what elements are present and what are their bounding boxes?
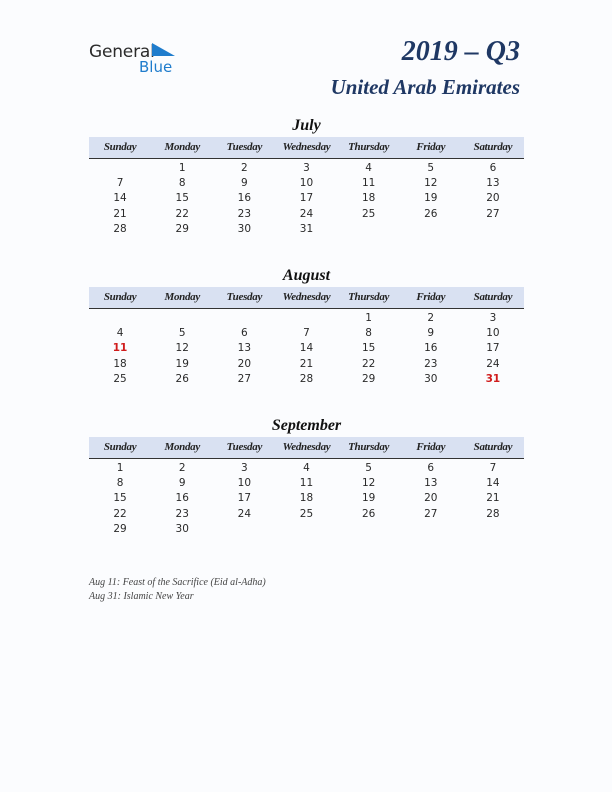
weekday-header	[89, 137, 524, 159]
week-row	[89, 507, 524, 522]
day-cell: 31	[299, 222, 314, 235]
day-cell: 8	[116, 477, 124, 490]
weekday-label: Tuesday	[226, 441, 263, 453]
day-cell: 22	[361, 357, 376, 370]
month-title: August	[282, 267, 331, 284]
day-cell: 20	[424, 492, 438, 505]
day-cell: 15	[361, 342, 376, 355]
day-cell: 16	[175, 492, 189, 505]
day-cell: 30	[237, 222, 252, 235]
week-rows	[89, 311, 524, 387]
day-cell: 1	[365, 312, 372, 324]
day-cell: 18	[113, 357, 127, 370]
weekday-label: Thursday	[348, 141, 390, 153]
day-cell: 29	[113, 522, 127, 535]
day-cell: 13	[237, 342, 252, 355]
day-cell: 24	[237, 507, 252, 520]
week-row	[89, 491, 524, 506]
holiday-note: Aug 31: Islamic New Year	[89, 590, 194, 602]
day-cell: 12	[175, 342, 189, 355]
weekday-label: Saturday	[473, 291, 513, 303]
day-cell: 16	[237, 192, 252, 205]
day-cell: 2	[241, 162, 248, 174]
month-title: July	[292, 117, 321, 134]
holiday-day-cell: 31	[485, 372, 501, 385]
weekday-label: Tuesday	[226, 291, 263, 303]
generalblue-logo	[89, 40, 189, 76]
weekday-label: Wednesday	[282, 141, 331, 153]
day-cell: 6	[489, 162, 497, 174]
day-cell	[213, 522, 275, 537]
day-cell: 28	[113, 222, 127, 235]
week-row	[89, 461, 524, 476]
day-cell: 29	[361, 372, 376, 385]
week-row	[89, 357, 524, 372]
day-cell: 28	[299, 372, 314, 385]
logo-flag-icon	[152, 43, 175, 56]
week-row	[89, 191, 524, 206]
day-cell: 28	[486, 507, 500, 520]
day-cell: 7	[303, 327, 310, 340]
holiday-note: Aug 11: Feast of the Sacrifice (Eid al-Adha)	[89, 577, 266, 588]
logo-text-blue: Blue	[139, 58, 173, 76]
day-cell: 27	[486, 207, 500, 220]
day-cell: 3	[241, 462, 248, 474]
weekday-label: Wednesday	[282, 441, 331, 453]
weekday-label: Wednesday	[282, 291, 331, 303]
week-rows	[89, 461, 524, 537]
day-cell: 9	[178, 477, 186, 490]
day-cell: 4	[303, 462, 310, 474]
weekday-label: Friday	[416, 441, 446, 453]
day-cell: 26	[424, 207, 438, 220]
weekday-label: Monday	[164, 441, 200, 453]
day-cell: 8	[365, 327, 372, 340]
weekday-label: Friday	[416, 141, 446, 153]
day-cell: 14	[299, 342, 314, 355]
day-cell: 22	[113, 507, 127, 520]
weekday-header	[89, 437, 524, 459]
weekday-label: Monday	[164, 291, 200, 303]
day-cell: 4	[116, 327, 124, 340]
day-cell: 13	[424, 477, 438, 490]
day-cell: 10	[237, 477, 252, 490]
day-cell: 12	[361, 477, 376, 490]
day-cell: 5	[427, 162, 435, 174]
day-cell: 17	[237, 492, 252, 505]
day-cell: 21	[299, 357, 314, 370]
day-cell: 11	[299, 477, 314, 490]
day-cell: 15	[113, 492, 127, 505]
day-cell: 8	[178, 177, 186, 190]
week-rows	[89, 161, 524, 237]
week-row	[89, 222, 524, 237]
day-cell	[213, 311, 275, 326]
day-cell	[338, 522, 400, 537]
day-cell: 4	[365, 162, 372, 174]
weekday-label: Saturday	[473, 441, 513, 453]
day-cell: 27	[237, 372, 252, 385]
day-cell: 29	[175, 222, 189, 235]
week-row	[89, 372, 524, 387]
day-cell	[338, 222, 400, 237]
weekday-label: Thursday	[348, 441, 390, 453]
day-cell: 17	[486, 342, 500, 355]
day-cell: 7	[116, 177, 124, 190]
day-cell: 21	[486, 492, 500, 505]
day-cell: 18	[299, 492, 314, 505]
day-cell: 9	[241, 177, 248, 190]
week-row	[89, 207, 524, 222]
day-cell	[275, 522, 337, 537]
day-cell: 1	[116, 462, 124, 474]
weekday-label: Thursday	[348, 291, 390, 303]
day-cell: 23	[175, 507, 189, 520]
week-row	[89, 326, 524, 341]
weekday-label: Sunday	[103, 141, 137, 153]
day-cell: 22	[175, 207, 189, 220]
holiday-notes	[89, 576, 266, 603]
country-subtitle: United Arab Emirates	[330, 75, 520, 99]
day-cell: 26	[361, 507, 376, 520]
day-cell: 10	[486, 327, 500, 340]
day-cell: 13	[486, 177, 500, 190]
day-cell: 6	[427, 462, 435, 474]
month-block-august	[89, 266, 524, 387]
day-cell: 27	[424, 507, 438, 520]
day-cell: 24	[486, 357, 500, 370]
week-row	[89, 161, 524, 176]
day-cell: 14	[486, 477, 500, 490]
weekday-label: Saturday	[473, 141, 513, 153]
day-cell: 20	[486, 192, 500, 205]
day-cell	[89, 311, 151, 326]
week-row	[89, 176, 524, 191]
day-cell: 25	[361, 207, 376, 220]
week-row	[89, 476, 524, 491]
weekday-label: Sunday	[103, 291, 137, 303]
day-cell: 6	[241, 327, 248, 340]
day-cell	[462, 222, 524, 237]
day-cell: 14	[113, 192, 127, 205]
month-title: September	[271, 417, 342, 434]
week-row	[89, 522, 524, 537]
day-cell: 23	[424, 357, 438, 370]
day-cell: 10	[299, 177, 314, 190]
day-cell: 25	[299, 507, 314, 520]
day-cell: 19	[361, 492, 376, 505]
day-cell: 3	[489, 312, 497, 324]
month-block-july	[89, 116, 524, 237]
day-cell: 21	[113, 207, 127, 220]
day-cell: 20	[237, 357, 252, 370]
day-cell	[89, 161, 151, 176]
day-cell: 25	[113, 372, 127, 385]
day-cell: 19	[175, 357, 189, 370]
day-cell: 17	[299, 192, 314, 205]
month-block-september	[89, 416, 524, 537]
logo-text-general: General	[89, 42, 155, 62]
day-cell	[400, 522, 462, 537]
day-cell: 18	[361, 192, 376, 205]
day-cell: 7	[489, 462, 497, 474]
day-cell: 30	[424, 372, 438, 385]
day-cell	[462, 522, 524, 537]
day-cell: 23	[237, 207, 252, 220]
day-cell	[151, 311, 213, 326]
day-cell: 15	[175, 192, 189, 205]
day-cell	[275, 311, 337, 326]
page-title: 2019 – Q3	[401, 36, 520, 67]
day-cell: 11	[361, 177, 376, 190]
week-row	[89, 311, 524, 326]
day-cell: 19	[424, 192, 438, 205]
weekday-label: Friday	[416, 291, 446, 303]
day-cell: 5	[178, 327, 186, 340]
weekday-label: Tuesday	[226, 141, 263, 153]
day-cell: 30	[175, 522, 189, 535]
weekday-header	[89, 287, 524, 309]
week-row	[89, 341, 524, 356]
day-cell: 12	[424, 177, 438, 190]
weekday-label: Monday	[164, 141, 200, 153]
day-cell: 24	[299, 207, 314, 220]
day-cell: 16	[424, 342, 438, 355]
weekday-label: Sunday	[103, 441, 137, 453]
day-cell: 1	[178, 162, 186, 174]
day-cell: 5	[365, 462, 372, 474]
day-cell	[400, 222, 462, 237]
holiday-day-cell: 11	[112, 342, 128, 355]
day-cell: 3	[303, 162, 310, 174]
day-cell: 2	[427, 312, 435, 324]
day-cell: 2	[178, 462, 186, 474]
day-cell: 9	[427, 327, 435, 340]
day-cell: 26	[175, 372, 189, 385]
